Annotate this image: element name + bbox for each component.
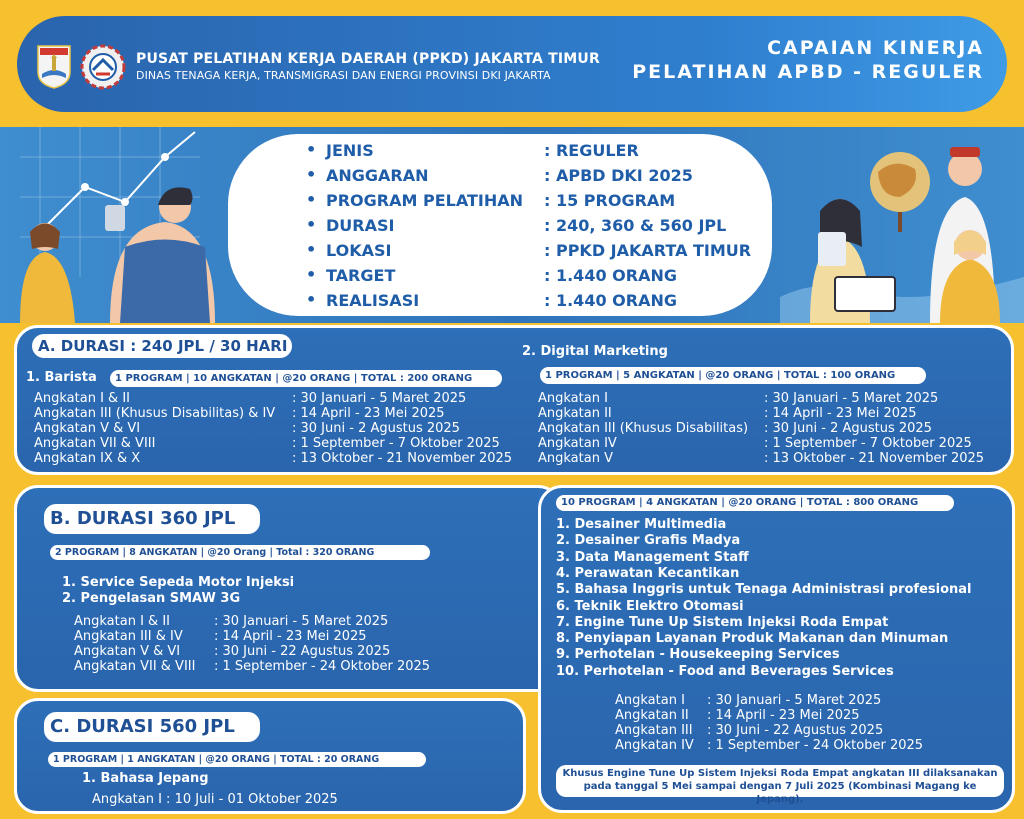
section-b2-summary-pill: 10 PROGRAM | 4 ANGKATAN | @20 ORANG | TOTAL : 800 ORANG [556,495,954,511]
batch-date: : 30 Januari - 5 Maret 2025 [214,614,389,629]
summary-value: : 1.440 ORANG [544,266,677,285]
batch-date: : 30 Juni - 2 Agustus 2025 [764,421,932,436]
batch-date: : 1 September - 7 Oktober 2025 [292,436,500,451]
program-item: 1. Service Sepeda Motor Injeksi [62,575,295,590]
summary-value: : 1.440 ORANG [544,291,677,310]
org-subtitle: DINAS TENAGA KERJA, TRANSMIGRASI DAN ENERGI PROVINSI DKI JAKARTA [136,69,551,82]
summary-label: ANGGARAN [326,166,429,185]
program-item: 9. Perhotelan - Housekeeping Services [556,647,840,663]
program-item: 2. Pengelasan SMAW 3G [62,591,241,606]
batch-date: : 14 April - 23 Mei 2025 [214,629,367,644]
batch-label: Angkatan I [615,693,685,708]
page-title-line1: CAPAIAN KINERJA [767,37,984,59]
batch-date: : 13 Oktober - 21 November 2025 [764,451,985,466]
batch-date: : 30 Januari - 5 Maret 2025 [707,693,882,708]
bullet-icon: • [306,190,317,209]
section-b-summary-pill: 2 PROGRAM | 8 ANGKATAN | @20 Orang | Total : 320 ORANG [50,545,430,560]
batch-label: Angkatan II [615,708,689,723]
program-item: 6. Teknik Elektro Otomasi [556,598,744,614]
batch-label: Angkatan III (Khusus Disabilitas) & IV [34,406,276,421]
batch-label: Angkatan VII & VIII [34,436,156,451]
section-a-title: A. DURASI : 240 JPL / 30 HARI [32,334,292,358]
barista-summary-pill: 1 PROGRAM | 10 ANGKATAN | @20 ORANG | TOTAL : 200 ORANG [110,370,502,387]
batch-date: : 30 Juni - 22 Agustus 2025 [214,644,391,659]
batch-date: : 30 Januari - 5 Maret 2025 [292,391,467,406]
program-item: 4. Perawatan Kecantikan [556,565,740,581]
batch-date: : 1 September - 24 Oktober 2025 [214,659,431,674]
section-c-title: C. DURASI 560 JPL [44,712,260,742]
illustration-people-chart [0,127,225,323]
section-b-title: B. DURASI 360 JPL [44,504,260,534]
page-title-line2: PELATIHAN APBD - REGULER [632,61,984,83]
summary-label: DURASI [326,216,395,235]
note-box [556,765,1004,805]
bullet-icon: • [306,240,317,259]
batch-label: Angkatan II [538,406,612,421]
batch-label: Angkatan III (Khusus Disabilitas) [538,421,749,436]
batch-label: Angkatan IV [615,738,694,753]
bahasa-jepang-schedule: Angkatan I : 10 Juli - 01 Oktober 2025 [92,792,338,807]
summary-label: REALISASI [326,291,420,310]
org-name: PUSAT PELATIHAN KERJA DAERAH (PPKD) JAKARTA TIMUR [136,51,600,67]
batch-label: Angkatan I & II [74,614,170,629]
note-line-1: Khusus Engine Tune Up Sistem Injeksi Roda Empat angkatan III dilaksanakan [562,768,998,779]
program-item: 8. Penyiapan Layanan Produk Makanan dan Minuman [556,631,949,647]
batch-label: Angkatan VII & VIII [74,659,196,674]
summary-label: TARGET [326,266,396,285]
program-barista-title: 1. Barista [26,370,97,385]
summary-value: : 240, 360 & 560 JPL [544,216,727,235]
summary-label: PROGRAM PELATIHAN [326,191,523,210]
batch-label: Angkatan IV [538,436,617,451]
program-item: 7. Engine Tune Up Sistem Injeksi Roda Empat [556,614,889,630]
program-digital-marketing-title: 2. Digital Marketing [522,344,668,359]
batch-label: Angkatan I [538,391,608,406]
program-item: 10. Perhotelan - Food and Beverages Services [556,663,894,679]
batch-date: : 30 Juni - 22 Agustus 2025 [707,723,884,738]
summary-label: LOKASI [326,241,392,260]
batch-label: Angkatan V & VI [34,421,141,436]
summary-value: : APBD DKI 2025 [544,166,693,185]
batch-label: Angkatan III & IV [74,629,183,644]
section-c-summary-pill: 1 PROGRAM | 1 ANGKATAN | @20 ORANG | TOTAL : 20 ORANG [48,752,426,767]
summary-value: : PPKD JAKARTA TIMUR [544,241,752,260]
illustration-people-globe [780,127,1024,323]
batch-label: Angkatan V [538,451,613,466]
summary-value: : 15 PROGRAM [544,191,676,210]
program-item: 2. Desainer Grafis Madya [556,533,741,549]
batch-date: : 1 September - 24 Oktober 2025 [707,738,924,753]
batch-date: : 1 September - 7 Oktober 2025 [764,436,972,451]
batch-date: : 14 April - 23 Mei 2025 [707,708,860,723]
ppkd-gear-logo [80,44,126,90]
summary-label: JENIS [326,141,374,160]
summary-value: : REGULER [544,141,639,160]
batch-label: Angkatan V & VI [74,644,181,659]
digital-marketing-summary-pill: 1 PROGRAM | 5 ANGKATAN | @20 ORANG | TOTAL : 100 ORANG [540,367,926,384]
batch-date: : 30 Juni - 2 Agustus 2025 [292,421,460,436]
bullet-icon: • [306,265,317,284]
batch-label: Angkatan I & II [34,391,130,406]
program-item: 5. Bahasa Inggris untuk Tenaga Administrasi profesional [556,582,972,598]
batch-date: : 13 Oktober - 21 November 2025 [292,451,513,466]
batch-label: Angkatan III [615,723,693,738]
batch-date: : 14 April - 23 Mei 2025 [292,406,445,421]
dki-jakarta-emblem-logo [36,44,72,90]
batch-date: : 30 Januari - 5 Maret 2025 [764,391,939,406]
note-line-2: pada tanggal 5 Mei sampai dengan 7 Juli 2025 (Kombinasi Magang ke Jepang). [583,781,977,805]
bullet-icon: • [306,140,317,159]
batch-date: : 14 April - 23 Mei 2025 [764,406,917,421]
batch-label: Angkatan IX & X [34,451,141,466]
bullet-icon: • [306,215,317,234]
bullet-icon: • [306,165,317,184]
program-item: 3. Data Management Staff [556,549,749,565]
bullet-icon: • [306,290,317,309]
program-bahasa-jepang: 1. Bahasa Jepang [82,771,209,786]
program-item: 1. Desainer Multimedia [556,517,727,532]
